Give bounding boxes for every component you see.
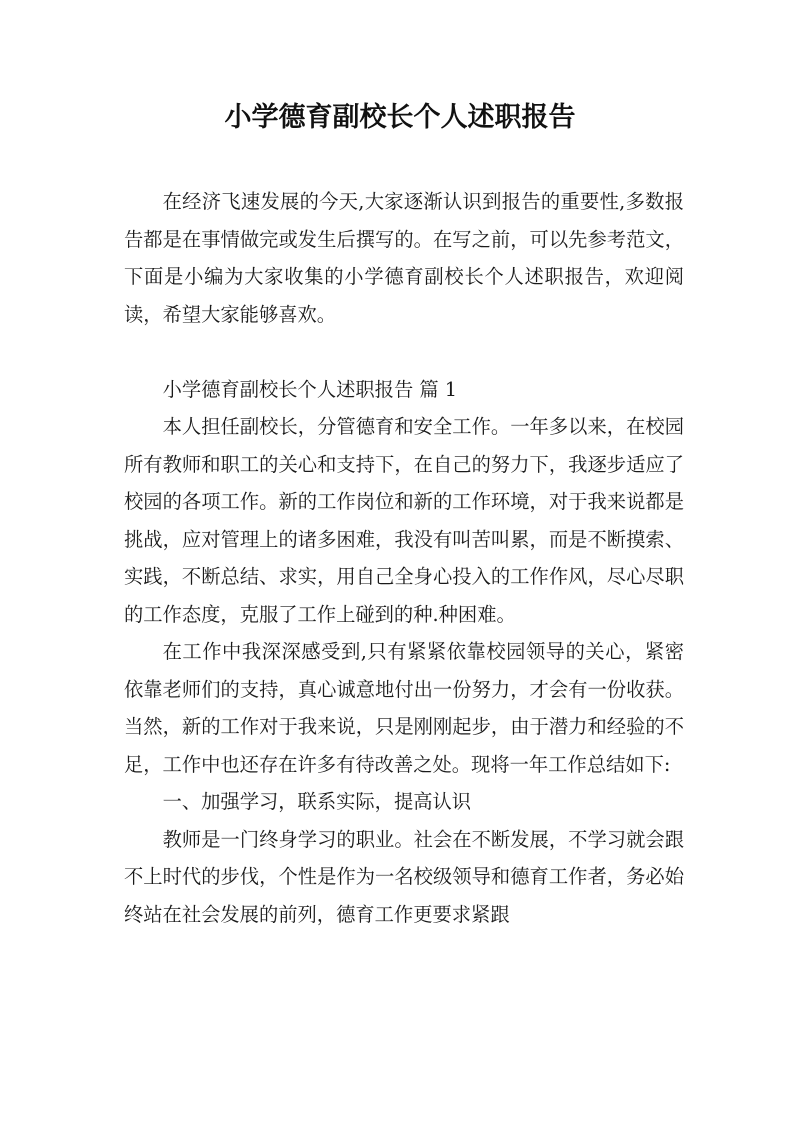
- intro-paragraph: 在经济飞速发展的今天,大家逐渐认识到报告的重要性,多数报告都是在事情做完或发生后撰写的。在写之前，可以先参考范文，下面是小编为大家收集的小学德育副校长个人述职报告，欢迎阅读，希望大家能够喜欢。: [124, 190, 684, 326]
- body-paragraph: 本人担任副校长，分管德育和安全工作。一年多以来，在校园所有教师和职工的关心和支持下，在自己的努力下，我逐步适应了校园的各项工作。新的工作岗位和新的工作环境，对于我来说都是挑战，应对管理上的诸多困难，我没有叫苦叫累，而是不断摸索、实践，不断总结、求实，用自己全身心投入的工作作风，尽心尽职的工作态度，克服了工作上碰到的种.种困难。: [124, 415, 684, 626]
- document-title: 小学德育副校长个人述职报告: [224, 102, 576, 133]
- document-body: [124, 183, 684, 933]
- body-paragraph: 在工作中我深深感受到,只有紧紧依靠校园领导的关心，紧密依靠老师们的支持，真心诚意地付出一份努力，才会有一份收获。当然，新的工作对于我来说，只是刚刚起步，由于潜力和经验的不足，工作中也还存在许多有待改善之处。现将一年工作总结如下:: [124, 640, 684, 776]
- body-paragraph: 教师是一门终身学习的职业。社会在不断发展，不学习就会跟不上时代的步伐，个性是作为一名校级领导和德育工作者，务必始终站在社会发展的前列，德育工作更要求紧跟: [124, 827, 684, 926]
- subsection-heading: 一、加强学习，联系实际，提高认识: [162, 790, 472, 813]
- section-heading: 小学德育副校长个人述职报告 篇 1: [162, 377, 458, 401]
